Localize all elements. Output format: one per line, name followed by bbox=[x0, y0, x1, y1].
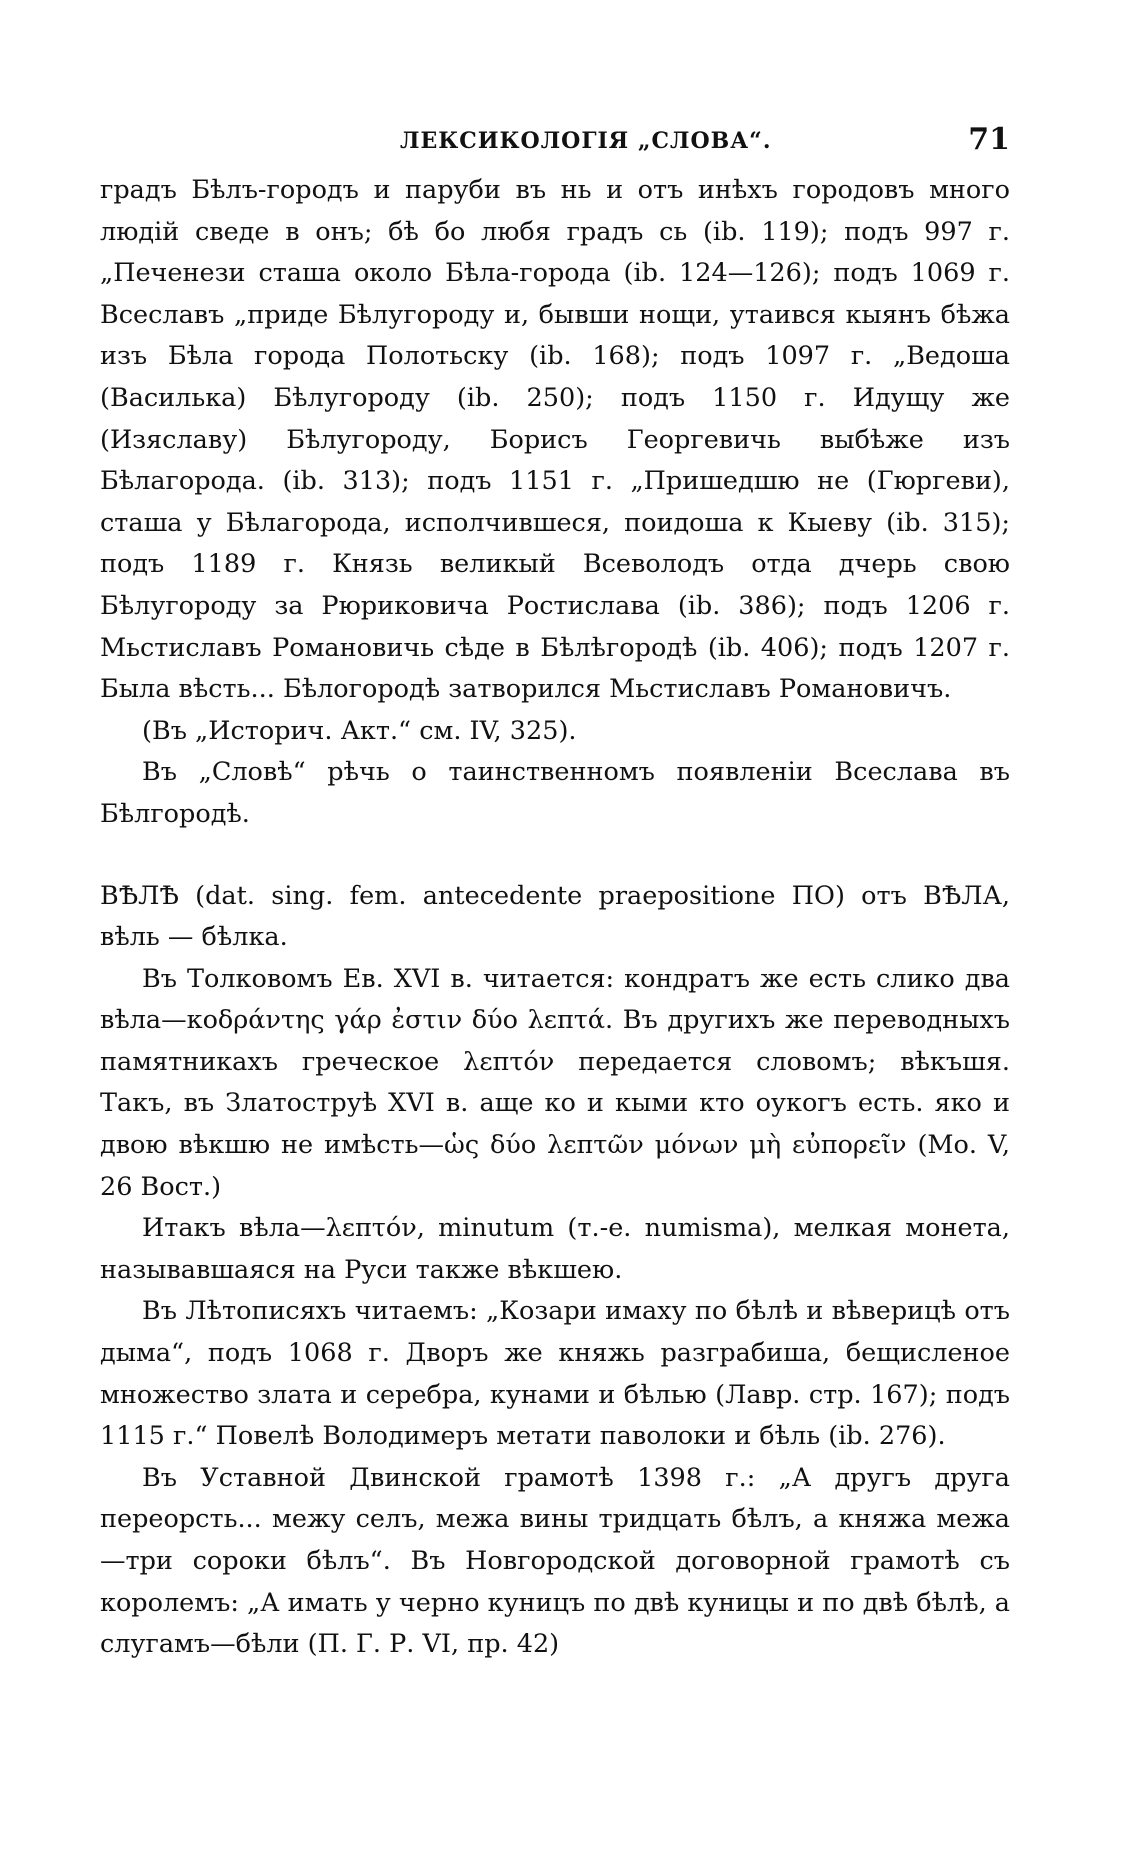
paragraph: Итакъ вѣла—λεπτόν, minutum (т.-е. numisma), мелкая монета, называвшаяся на Руси также вѣкшею. bbox=[100, 1213, 1010, 1285]
paragraph: градъ Бѣлъ-городъ и паруби въ нь и отъ инѣхъ городовъ много людій сведе в онъ; бѣ бо любя градъ сь (ib. 119); подъ 997 г. „Печенези сташа около Бѣла-города (ib. 124—126); подъ 1069 г. Всеславъ „приде Бѣлугороду и, бывши нощи, утаився кыянъ бѣжа изъ Бѣла города Полотьску (ib. 168); подъ 1097 г. „Ведоша (Василька) Бѣлугороду (ib. 250); подъ 1150 г. Идущу же (Изяславу) Бѣлугороду, Борисъ Георгевичь выбѣже изъ Бѣлагорода. (ib. 313); подъ 1151 г. „Пришедшю не (Гюргеви), сташа у Бѣлагорода, исполчившеся, поидоша к Кыеву (ib. 315); подъ 1189 г. Князь великый Всеволодъ отда дчерь свою Бѣлугороду за Рюриковича Ростиславa (ib. 386); подъ 1206 г. Мьстиславъ Романовичь сѣде в Бѣлѣгородѣ (ib. 406); подъ 1207 г. Была вѣсть... Бѣлогородѣ затворился Мьстиславъ Романовичъ. bbox=[100, 175, 1010, 705]
paragraph-entry: ВѢЛѢ (dat. sing. fem. antecedente praepositione ПО) отъ ВѢЛА, вѣль — бѣлка. bbox=[100, 880, 1010, 953]
body-text bbox=[100, 170, 1010, 1666]
page-header bbox=[100, 116, 1010, 156]
page-number: 71 bbox=[968, 122, 1010, 157]
paragraph: Въ Лѣтописяхъ читаемъ: „Козари имаху по бѣлѣ и вѣверицѣ отъ дыма“, подъ 1068 г. Дворъ же княжь разграбиша, бещисленое множество злата и серебра, кунами и бѣлью (Лавр. стр. 167); подъ 1115 г.“ Повелѣ Володимеръ метати паволоки и бѣль (ib. 276). bbox=[100, 1296, 1010, 1452]
book-page bbox=[100, 116, 1010, 1666]
paragraph: Въ Толковомъ Ев. XVI в. читается: кондратъ же есть слико два вѣла—κοδράντης γάρ ἐστιν δύο λεπτά. Въ другихъ же переводныхъ памятникахъ греческое λεπτόν передается словомъ; вѣкъшя. Такъ, въ Златоструѣ XVI в. аще ко и кыми кто оукогъ есть. яко и двою вѣкшю не имѣсть—ὡς δύο λεπτῶν μόνων μὴ εὐπορεῖν (Мо. V, 26 Вост.) bbox=[100, 963, 1010, 1202]
paragraph: Въ „Словѣ“ рѣчь о таинственномъ появленіи Всеслава въ Бѣлгородѣ. bbox=[100, 757, 1010, 829]
paragraph: (Въ „Историч. Акт.“ см. IV, 325). bbox=[142, 715, 577, 746]
running-head: ЛЕКСИКОЛОГІЯ „СЛОВА“. bbox=[400, 128, 772, 154]
paragraph: Въ Уставной Двинской грамотѣ 1398 г.: „А другъ друга переорсть... межу селъ, межа вины тридцать бѣлъ, а княжа межа—три сороки бѣлъ“. Въ Новгородской договорной грамотѣ съ королемъ: „А имать у черно куницъ по двѣ куницы и по двѣ бѣлѣ, а слугамъ—бѣли (П. Г. Р. VI, пр. 42) bbox=[100, 1462, 1010, 1660]
